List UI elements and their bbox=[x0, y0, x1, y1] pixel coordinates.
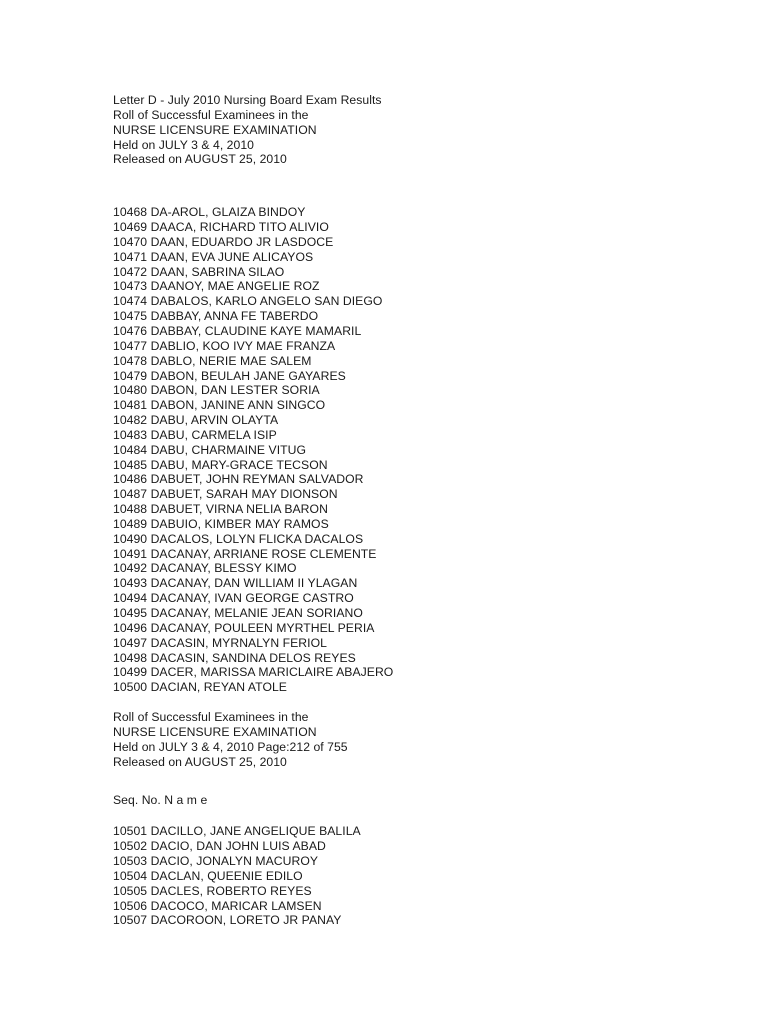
examinee-entry: 10468 DA-AROL, GLAIZA BINDOY bbox=[113, 205, 306, 220]
examinee-entry: 10478 DABLO, NERIE MAE SALEM bbox=[113, 353, 312, 368]
examinee-entry: 10471 DAAN, EVA JUNE ALICAYOS bbox=[113, 249, 314, 264]
spacer bbox=[113, 167, 673, 205]
spacer bbox=[113, 695, 673, 710]
column-header: Seq. No. N a m e bbox=[113, 793, 208, 808]
examinee-entry: 10485 DABU, MARY-GRACE TECSON bbox=[113, 457, 328, 472]
examinee-entry: 10500 DACIAN, REYAN ATOLE bbox=[113, 680, 287, 695]
examinee-entry: 10502 DACIO, DAN JOHN LUIS ABAD bbox=[113, 839, 326, 854]
examinee-entry: 10476 DABBAY, CLAUDINE KAYE MAMARIL bbox=[113, 323, 362, 338]
examinee-entry: 10481 DABON, JANINE ANN SINGCO bbox=[113, 398, 326, 413]
examinee-entry: 10506 DACOCO, MARICAR LAMSEN bbox=[113, 898, 322, 913]
examinee-entry: 10495 DACANAY, MELANIE JEAN SORIANO bbox=[113, 606, 363, 620]
examinee-entry: 10496 DACANAY, POULEEN MYRTHEL PERIA bbox=[113, 620, 375, 635]
examinee-entry: 10474 DABALOS, KARLO ANGELO SAN DIEGO bbox=[113, 294, 383, 309]
examinee-entry: 10497 DACASIN, MYRNALYN FERIOL bbox=[113, 635, 327, 650]
examinee-entry: 10501 DACILLO, JANE ANGELIQUE BALILA bbox=[113, 824, 361, 839]
examinee-entry: 10472 DAAN, SABRINA SILAO bbox=[113, 264, 285, 279]
header-line: Held on JULY 3 & 4, 2010 bbox=[113, 137, 254, 152]
document-header bbox=[113, 93, 673, 167]
examinee-entry: 10482 DABU, ARVIN OLAYTA bbox=[113, 413, 279, 428]
examinee-entry: 10470 DAAN, EDUARDO JR LASDOCE bbox=[113, 234, 334, 249]
header-line: Released on AUGUST 25, 2010 bbox=[113, 152, 287, 167]
examinee-entry: 10507 DACOROON, LORETO JR PANAY bbox=[113, 913, 342, 928]
header-line: NURSE LICENSURE EXAMINATION bbox=[113, 122, 317, 137]
examinee-entry: 10475 DABBAY, ANNA FE TABERDO bbox=[113, 309, 319, 324]
examinee-entry: 10488 DABUET, VIRNA NELIA BARON bbox=[113, 502, 328, 517]
document-page bbox=[113, 93, 673, 928]
examinee-entry: 10490 DACALOS, LOLYN FLICKA DACALOS bbox=[113, 531, 364, 546]
examinee-entry: 10479 DABON, BEULAH JANE GAYARES bbox=[113, 368, 346, 383]
examinee-entry: 10503 DACIO, JONALYN MACUROY bbox=[113, 853, 319, 868]
examinee-entry: 10492 DACANAY, BLESSY KIMO bbox=[113, 561, 297, 576]
examinee-entry: 10493 DACANAY, DAN WILLIAM II YLAGAN bbox=[113, 576, 358, 591]
examinee-entry: 10494 DACANAY, IVAN GEORGE CASTRO bbox=[113, 591, 354, 606]
examinee-list-2 bbox=[113, 824, 673, 928]
examinee-list-1 bbox=[113, 205, 673, 695]
examinee-entry: 10505 DACLES, ROBERTO REYES bbox=[113, 883, 312, 898]
examinee-entry: 10469 DAACA, RICHARD TITO ALIVIO bbox=[113, 220, 329, 235]
examinee-entry: 10484 DABU, CHARMAINE VITUG bbox=[113, 442, 307, 457]
examinee-entry: 10480 DABON, DAN LESTER SORIA bbox=[113, 383, 320, 398]
examinee-entry: 10486 DABUET, JOHN REYMAN SALVADOR bbox=[113, 472, 364, 487]
examinee-entry: 10491 DACANAY, ARRIANE ROSE CLEMENTE bbox=[113, 546, 377, 561]
examinee-entry: 10487 DABUET, SARAH MAY DIONSON bbox=[113, 487, 338, 502]
examinee-entry: 10489 DABUIO, KIMBER MAY RAMOS bbox=[113, 516, 329, 531]
header-line: Held on JULY 3 & 4, 2010 Page:212 of 755 bbox=[113, 739, 348, 754]
spacer bbox=[113, 808, 673, 824]
examinee-entry: 10473 DAANOY, MAE ANGELIE ROZ bbox=[113, 279, 320, 294]
examinee-entry: 10498 DACASIN, SANDINA DELOS REYES bbox=[113, 650, 356, 665]
examinee-entry: 10504 DACLAN, QUEENIE EDILO bbox=[113, 868, 303, 883]
examinee-entry: 10477 DABLIO, KOO IVY MAE FRANZA bbox=[113, 338, 336, 353]
examinee-entry: 10499 DACER, MARISSA MARICLAIRE ABAJERO bbox=[113, 665, 394, 680]
header-line: Roll of Successful Examinees in the bbox=[113, 710, 309, 725]
document-title: Letter D - July 2010 Nursing Board Exam Results bbox=[113, 93, 382, 107]
spacer bbox=[113, 769, 673, 793]
page-header bbox=[113, 710, 673, 769]
header-line: Roll of Successful Examinees in the bbox=[113, 107, 309, 122]
header-line: NURSE LICENSURE EXAMINATION bbox=[113, 724, 317, 739]
examinee-entry: 10483 DABU, CARMELA ISIP bbox=[113, 427, 277, 442]
header-line: Released on AUGUST 25, 2010 bbox=[113, 754, 287, 769]
